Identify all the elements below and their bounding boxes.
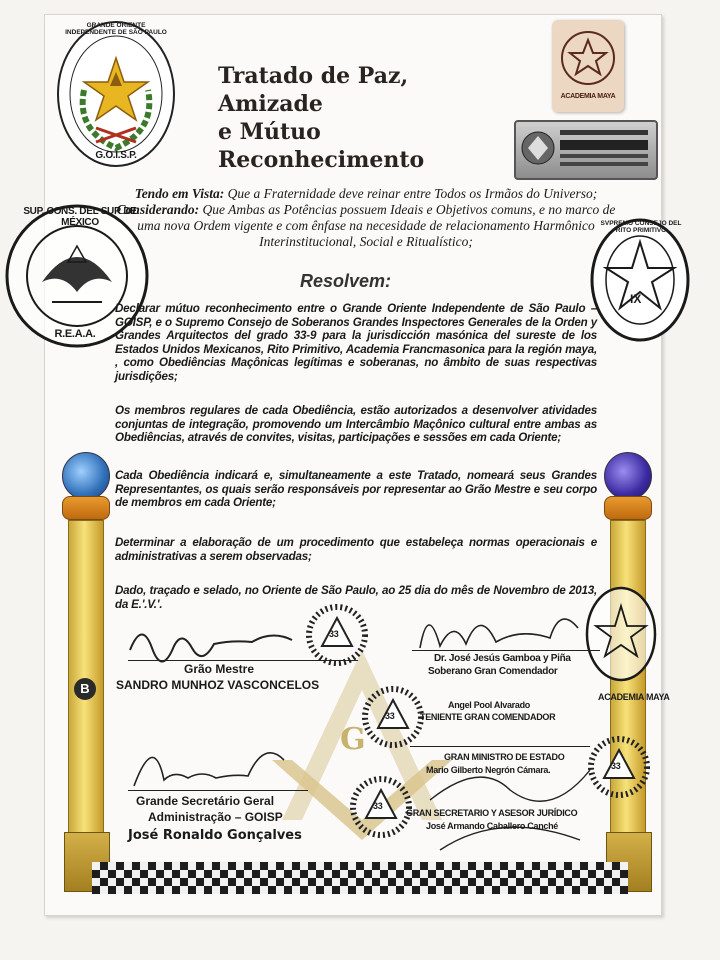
preamble-line-3: uma nova Ordem vigente e com ênfase na necesidade de relacionamento Harmônico	[137, 218, 595, 233]
academia-maya-seal-icon	[552, 20, 624, 92]
teniente-name: Angel Pool Alvarado	[448, 700, 530, 710]
secretario-role-2: Administração – GOISP	[148, 810, 283, 824]
academia-maya-badge	[552, 20, 624, 112]
supremo-conselho-oval-stamp-icon	[584, 584, 658, 684]
academia-maya-caption: ACADEMIA MAYA	[560, 93, 616, 100]
preamble	[96, 186, 636, 250]
preamble-line-4: Interinstitucional, Social e Ritualístico;	[259, 234, 473, 249]
article-2: Os membros regulares de cada Obediência, estão autorizados a desenvolver atividades conjuntas de integração, promovendo um Intercâmbio Maçônico cultural entre ambas as Obediências, através de convites, visitas, participações e sessões em cada Oriente;	[115, 404, 597, 445]
eagle-crest-icon	[518, 124, 558, 176]
preamble-line-1: Tendo em Vista: Que a Fraternidade deve reinar entre Todos os Irmãos do Universo;	[134, 186, 598, 201]
emblem-g-letter: G	[340, 722, 366, 757]
secretario-signature-icon	[124, 730, 294, 796]
sun-seal-number-2: 33	[385, 711, 395, 721]
sun-seal-number-4: 33	[611, 761, 621, 771]
asesor-name: José Armando Caballero Canché	[426, 821, 559, 831]
goisp-seal-caption: G.O.I.S.P.	[95, 150, 137, 161]
dated-line: Dado, traçado e selado, no Oriente de São Paulo, ao 25 dia do mês de Novembro de 2013, da E.'.V.'.	[115, 584, 597, 611]
signature-line	[128, 660, 358, 661]
teniente-role: TENIENTE GRAN COMENDADOR	[420, 712, 556, 722]
title-line-1: Tratado de Paz, Amizade	[218, 63, 409, 117]
left-globe-icon	[62, 452, 110, 500]
sun-seal-number-1: 33	[329, 629, 339, 639]
grao-mestre-role: Grão Mestre	[184, 662, 255, 676]
right-stamp-numeral: IX	[630, 292, 642, 306]
secretario-role-1: Grande Secretário Geral	[136, 794, 275, 808]
article-1: Declarar mútuo reconhecimento entre o Grande Oriente Independente de São Paulo – GOISP, e o Supremo Consejo de Soberanos Grandes Inspectores Generales de la Orden y Grandes Arquitectos del grado 33-9 para la jurisdicción masónica del sureste de los Estados Unidos Mexicanos, Rito Primitivo, Academia Francmasonica para la región maya, , como Obediências Maçônicas legítimas e soberanas, no âmbito de suas respectivas jurisdições;	[115, 302, 597, 383]
gran-comendador-role: Soberano Gran Comendador	[428, 666, 558, 677]
asesor-role: GRAN SECRETARIO Y ASESOR JURÍDICO	[406, 808, 578, 818]
academia-maya-signature-label: ACADEMIA MAYA	[598, 692, 670, 702]
gran-comendador-name: Dr. José Jesús Gamboa y Piña	[434, 653, 571, 664]
document-title	[218, 62, 518, 174]
grao-mestre-name: SANDRO MUNHOZ VASCONCELOS	[116, 678, 320, 692]
signature-line	[128, 790, 308, 791]
right-globe-icon	[604, 452, 652, 500]
supremo-conselho-ring-text: SVPREMO CONSEJO DEL RITO PRIMITIVO	[600, 220, 682, 234]
supreme-council-stamp	[514, 120, 658, 180]
left-pillar-capital	[62, 496, 110, 520]
secretario-name: José Ronaldo Gonçalves	[128, 828, 302, 843]
signature-line	[410, 746, 590, 747]
article-4: Determinar a elaboração de um procedimento que estabeleça normas operacionais e administrativas a serem observadas;	[115, 536, 597, 563]
resolvem-heading: Resolvem:	[300, 271, 392, 291]
goisp-seal-icon	[56, 20, 176, 168]
goisp-seal-ring-text: GRANDE ORIENTE INDEPENDENTE DE SÃO PAULO	[65, 22, 167, 36]
pillar-b-letter: B	[74, 678, 96, 700]
ministro-role: GRAN MINISTRO DE ESTADO	[444, 752, 565, 762]
sup-cons-bottom-text: R.E.A.A.	[54, 328, 96, 340]
right-pillar-capital	[604, 496, 652, 520]
article-3: Cada Obediência indicará e, simultaneamente a este Tratado, nomeará seus Grandes Representantes, os quais serão responsáveis por representar ao Grão Mestre e seu corpo de membros em cada Oriente;	[115, 469, 597, 510]
ministro-name: Mario Gilberto Negrón Cámara.	[426, 765, 551, 775]
sup-cons-ring-text: SUP. CONS. DEL SUR DE MÉXICO	[23, 206, 137, 228]
left-pillar	[68, 520, 104, 834]
sun-seal-number-3: 33	[373, 801, 383, 811]
checkered-floor	[92, 862, 628, 894]
signature-line	[412, 650, 600, 651]
grao-mestre-signature-icon	[122, 610, 302, 666]
title-line-2: e Mútuo Reconhecimento	[218, 119, 425, 173]
preamble-line-2: Considerando: Que Ambas as Potências possuem Ideais e Objetivos comuns, e no marco de	[116, 202, 616, 217]
